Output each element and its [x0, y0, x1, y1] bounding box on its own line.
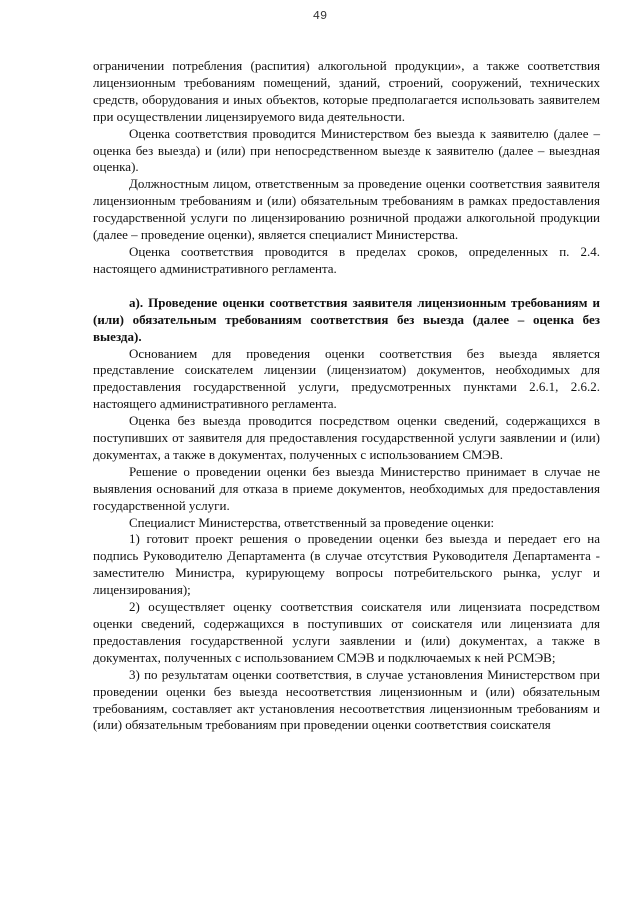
paragraph: Оценка без выезда проводится посредством оценки сведений, содержащихся в поступивших от заявителя для предоставления государственной услуги заявлении и (или) документах, а также в документах, полученных с использованием СМЭВ. [93, 413, 600, 462]
section-heading: а). Проведение оценки соответствия заявителя лицензионным требованиям и (или) обязательным требованиям соответствия без выезда (далее – оценка без выезда). [93, 294, 600, 344]
list-item: 3) по результатам оценки соответствия, в случае установления Министерством при проведении оценки без выезда несоответствия лицензионным и (или) обязательным требованиям, составляет акт установления несоответствия лицензионным требованиям и (или) обязательным требованиям при проведении оценки соответствия соискателя [93, 666, 600, 733]
paragraph: Основанием для проведения оценки соответствия без выезда является представление соискателем лицензии (лицензиатом) документов, необходимых для предоставления государственной услуги, предусмотренных пунктами 2.6.1, 2.6.2. настоящего административного регламента. [93, 345, 600, 412]
paragraph: Должностным лицом, ответственным за проведение оценки соответствия заявителя лицензионным требованиям и (или) обязательным требованиям в рамках предоставления государственной услуги по лицензированию розничной продажи алкогольной продукции (далее – проведение оценки), является специалист Министерства. [93, 176, 600, 243]
paragraph: Оценка соответствия проводится Министерством без выезда к заявителю (далее – оценка без выезда) и (или) при непосредственном выезде к заявителю (далее – выездная оценка). [93, 125, 600, 175]
paragraph: Решение о проведении оценки без выезда Министерство принимает в случае не выявления оснований для отказа в приеме документов, необходимых для предоставления государственной услуги. [93, 463, 600, 513]
list-item: 1) готовит проект решения о проведении оценки без выезда и передает его на подпись Руководителю Департамента (в случае отсутствия Руководителя Департамента - заместителю Министра, курирующему вопросы потребительского рынка, услуг и лицензирования); [93, 531, 600, 598]
paragraph-continuation: ограничении потребления (распития) алкогольной продукции», а также соответствия лицензионным требованиям помещений, зданий, строений, сооружений, технических средств, оборудования и иных объектов, которые предполагается использовать заявителем при осуществлении лицензируемого вида деятельности. [93, 58, 600, 124]
document-body [93, 58, 600, 734]
list-item: 2) осуществляет оценку соответствия соискателя или лицензиата посредством оценки сведений, содержащихся в поступивших от соискателя или лицензиата для предоставления государственной услуги заявлении и (или) документах, а также в документах, полученных с использованием СМЭВ и подключаемых к ней РСМЭВ; [93, 599, 600, 665]
paragraph: Специалист Министерства, ответственный за проведение оценки: [129, 514, 495, 530]
page-number: 49 [312, 9, 328, 23]
paragraph: Оценка соответствия проводится в пределах сроков, определенных п. 2.4. настоящего административного регламента. [93, 243, 600, 276]
